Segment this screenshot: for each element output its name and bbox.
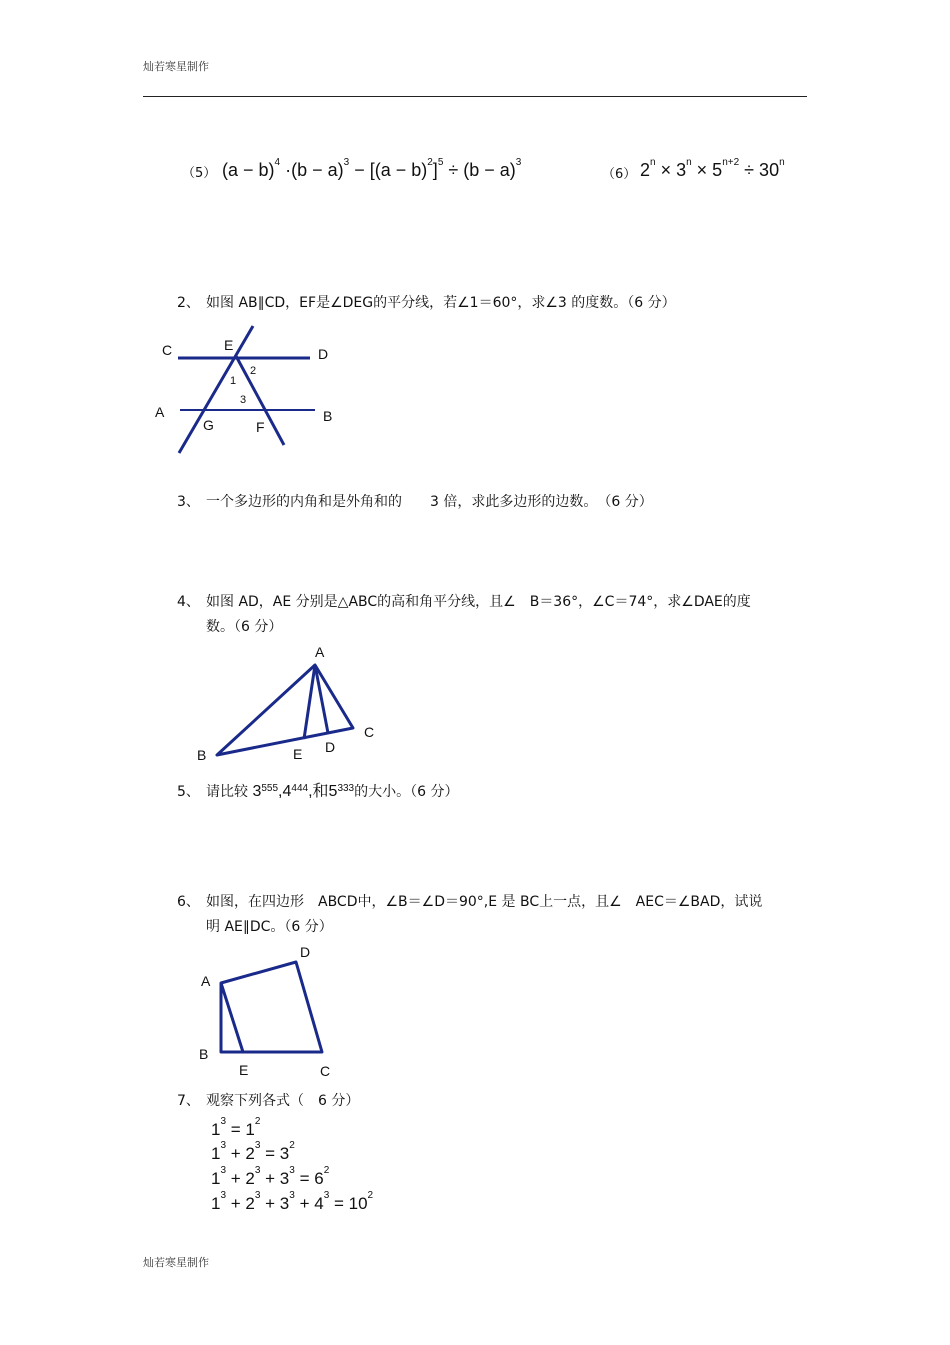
question-4-text-line1: 如图 AD，AE 分别是△ABC的高和角平分线，且∠ B＝36°，∠C＝74°，求∠DAE的度 (206, 594, 751, 610)
q1-part6-label: （6） (602, 167, 637, 182)
q1-part6-expression: $2^n \times 3^n \times 5^{n+2} \div 30^n$ (640, 157, 785, 180)
question-3-number: 3、 (177, 494, 200, 510)
question-7-number: 7、 (177, 1093, 200, 1109)
figure-parallel-lines (150, 320, 350, 460)
equation-4: $1^3 + 2^3 + 3^3 + 4^3 = 10^2$ (211, 1190, 374, 1213)
label-b: B (323, 408, 333, 424)
label-a: A (201, 973, 211, 989)
label-e: E (293, 746, 303, 762)
header-rule (143, 96, 807, 97)
question-7-text: 观察下列各式（ 6 分） (206, 1093, 360, 1109)
question-6-text-line1: 如图，在四边形 ABCD中，∠B＝∠D＝90°,E 是 BC上一点，且∠ AEC＝∠BAD，试说 (206, 894, 763, 910)
question-4-text-line2: 数。（6 分） (206, 619, 283, 635)
equation-1: $1^3 = 1^2$ (211, 1116, 261, 1139)
label-c: C (364, 724, 375, 740)
equation-3: $1^3 + 2^3 + 3^3 = 6^2$ (211, 1165, 330, 1188)
question-3-text: 一个多边形的内角和是外角和的 3 倍，求此多边形的边数。 （6 分） (206, 494, 653, 510)
page-footer: 灿若寒星制作 (143, 1256, 209, 1269)
angle-2-label: 2 (250, 365, 257, 377)
label-b: B (197, 747, 207, 763)
label-c: C (162, 342, 173, 358)
quadrilateral-abcd (221, 962, 322, 1052)
label-e: E (224, 337, 234, 353)
question-5-text: 请比较 $3^{555},4^{444}$,和$5^{333}$的大小。（6 分） (206, 783, 459, 800)
figure-triangle-abc (190, 640, 390, 770)
label-b: B (199, 1046, 209, 1062)
question-5-number: 5、 (177, 784, 200, 800)
angle-3-label: 3 (240, 394, 247, 406)
figure-quadrilateral-abcd (195, 940, 345, 1080)
page-header: 灿若寒星制作 (143, 60, 209, 73)
label-a: A (315, 644, 325, 660)
question-4-number: 4、 (177, 594, 200, 610)
question-2-text: 如图 AB∥CD，EF是∠DEG的平分线，若∠1＝60°，求∠3 的度数。（6 分） (206, 295, 676, 311)
segment-ae (304, 665, 315, 739)
question-2-number: 2、 (177, 295, 200, 311)
angle-1-label: 1 (230, 375, 237, 387)
q1-part5-expression: $(a - b)^4 \cdot(b - a)^3 - [(a - b)^2]^5 \div (b - a)^3$ (222, 157, 522, 180)
label-g: G (203, 417, 214, 433)
label-f: F (256, 419, 265, 435)
label-d: D (300, 944, 311, 960)
label-e: E (239, 1062, 249, 1078)
line-eg (179, 326, 253, 453)
label-d: D (318, 346, 329, 362)
question-6-text-line2: 明 AE∥DC。（6 分） (206, 919, 333, 935)
label-c: C (320, 1063, 331, 1079)
label-d: D (325, 739, 336, 755)
equation-2: $1^3 + 2^3 = 3^2$ (211, 1140, 295, 1163)
label-a: A (155, 404, 165, 420)
segment-ae (221, 983, 243, 1052)
q1-part5-label: （5） (182, 166, 217, 181)
question-6-number: 6、 (177, 894, 200, 910)
